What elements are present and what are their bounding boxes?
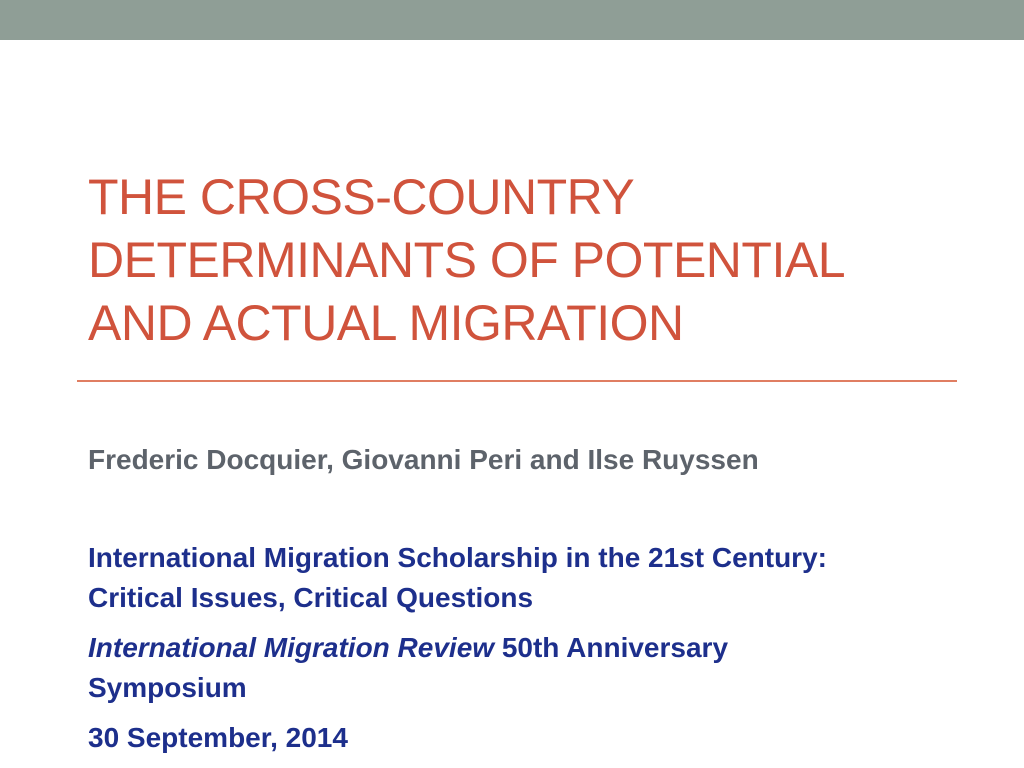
journal-line: [88, 628, 1008, 668]
authors: Frederic Docquier, Giovanni Peri and Ilse Ruyssen: [88, 444, 759, 475]
symposium-line: Symposium: [88, 672, 247, 703]
event-line: International Migration Scholarship in the 21st Century:: [88, 542, 827, 573]
journal-anniversary: [88, 628, 1008, 708]
title-divider: [77, 380, 957, 382]
event-title: [88, 538, 1008, 618]
title-line: AND ACTUAL MIGRATION: [88, 295, 684, 351]
date-line: 30 September, 2014: [88, 722, 348, 753]
slide-title: [88, 166, 988, 355]
title-line: DETERMINANTS OF POTENTIAL: [88, 232, 846, 288]
title-line: THE CROSS-COUNTRY: [88, 169, 635, 225]
anniversary-text: 50th Anniversary: [494, 632, 729, 663]
event-line: Critical Issues, Critical Questions: [88, 582, 534, 613]
journal-name: International Migration Review: [88, 632, 495, 663]
top-bar: [0, 0, 1024, 40]
event-date: [88, 718, 1008, 758]
